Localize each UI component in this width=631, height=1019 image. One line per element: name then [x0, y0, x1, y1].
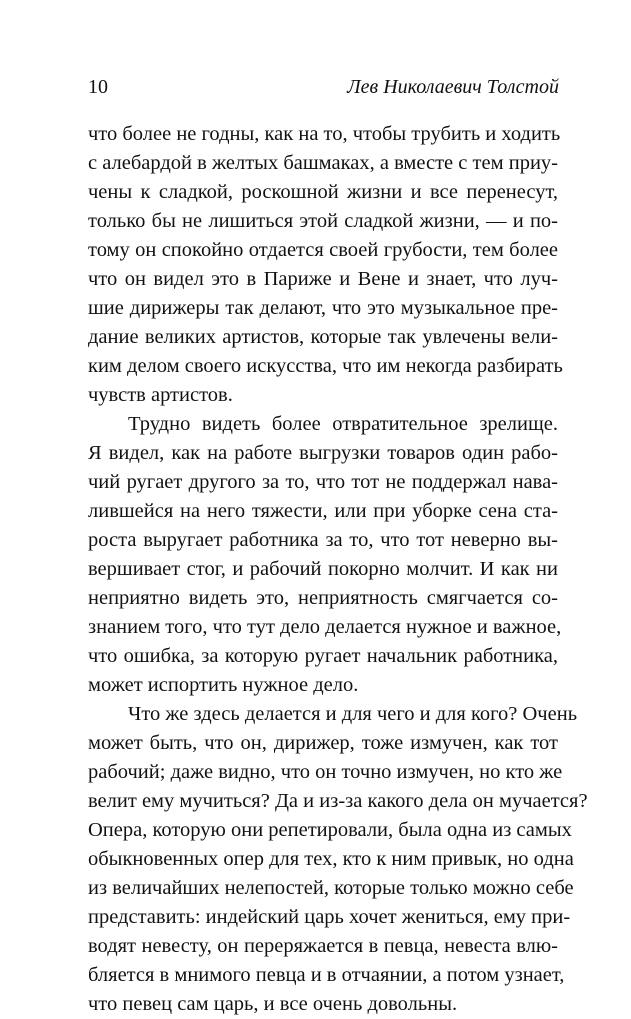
text-line: представить: индейский царь хочет жениться, ему при-	[88, 906, 571, 928]
text-line: рабочий; даже видно, что он точно измучен, но кто же	[88, 761, 563, 783]
body-text	[88, 120, 588, 1019]
text-line: чий ругает другого за то, что тот не поддержал нава-	[88, 471, 558, 493]
text-line: что ошибка, за которую ругает начальник работника,	[88, 645, 558, 667]
text-line: тому он спокойно отдается своей грубости, тем более	[88, 239, 558, 261]
text-line: может испортить нужное дело.	[88, 674, 359, 696]
text-line: ким делом своего искусства, что им некогда разбирать	[88, 355, 563, 377]
text-line: что он видел это в Париже и Вене и знает, что луч-	[88, 268, 558, 290]
text-line: Я видел, как на работе выгрузки товаров один рабо-	[88, 442, 558, 464]
text-line: Трудно видеть более отвратительное зрелище.	[128, 413, 558, 435]
text-line: из величайших нелепостей, которые только можно себе	[88, 877, 574, 899]
text-line: велит ему мучиться? Да и из-за какого дела он мучается?	[88, 790, 588, 812]
text-line: с алебардой в желтых башмаках, а вместе с тем приу-	[88, 152, 558, 174]
text-line: знанием того, что тут дело делается нужное и важное,	[88, 616, 562, 638]
paragraph	[88, 120, 563, 410]
text-line: обыкновенных опер для тех, кто к ним привык, но одна	[88, 848, 574, 870]
running-title: Лев Николаевич Толстой	[347, 76, 559, 98]
text-line: дание великих артистов, которые так увлечены вели-	[88, 326, 558, 348]
text-line: что более не годны, как на то, чтобы трубить и ходить	[88, 123, 561, 145]
text-line: водят невесту, он переряжается в певца, невеста влю-	[88, 935, 558, 957]
text-line: шие дирижеры так делают, что это музыкальное пре-	[88, 297, 558, 319]
text-line: что певец сам царь, и все очень довольны.	[88, 993, 458, 1015]
text-line: Опера, которую они репетировали, была одна из самых	[88, 819, 572, 841]
text-line: неприятно видеть это, неприятность смягчается со-	[88, 587, 558, 609]
text-line: лившейся на него тяжести, или при уборке сена ста-	[88, 500, 558, 522]
text-line: Что же здесь делается и для чего и для кого? Очень	[128, 703, 578, 725]
text-line: чены к сладкой, роскошной жизни и все перенесут,	[88, 181, 558, 203]
paragraph	[88, 700, 588, 1019]
text-line: роста выругает работника за то, что тот неверно вы-	[88, 529, 558, 551]
text-line: бляется в мнимого певца и в отчаянии, а потом узнает,	[88, 964, 565, 986]
text-line: чувств артистов.	[88, 384, 233, 406]
text-line: вершивает стог, и рабочий покорно молчит. И как ни	[88, 558, 558, 580]
text-line: только бы не лишиться этой сладкой жизни, — и по-	[88, 210, 558, 232]
text-line: может быть, что он, дирижер, тоже измучен, как тот	[88, 732, 558, 754]
page-number: 10	[88, 76, 108, 98]
paragraph	[88, 410, 562, 700]
